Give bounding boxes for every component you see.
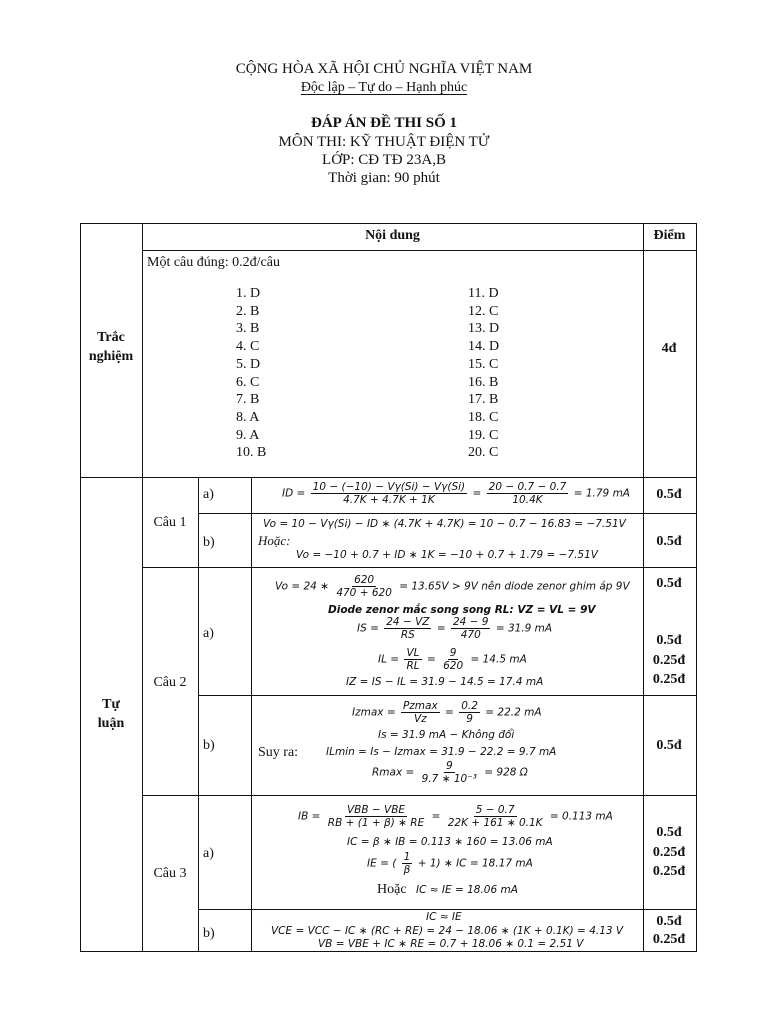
mc-answer-item: 12. C <box>468 303 499 319</box>
q1-q2-divider <box>142 567 697 568</box>
header-motto <box>0 80 768 96</box>
fraction <box>441 647 465 672</box>
q2a-label: a) <box>203 626 214 641</box>
q2-label: Câu 2 <box>153 675 187 690</box>
time-line: Thời gian: 90 phút <box>328 170 440 186</box>
fraction <box>420 760 479 785</box>
q3a-equation-1 <box>298 804 613 829</box>
eq-text: + 1) ∗ IC = 18.17 mA <box>417 857 533 870</box>
eq-text: IE = ( <box>367 857 397 870</box>
section-label-essay <box>80 695 142 733</box>
q3a-or-label: Hoặc <box>377 882 407 897</box>
q2a-points-4: 0.25đ <box>652 672 686 687</box>
eq-text: IS = <box>357 622 379 635</box>
q3a-points-2: 0.25đ <box>652 845 686 860</box>
q2a-points-2: 0.5đ <box>656 633 682 648</box>
q3b-equation-3: VB = VBE + IC ∗ RE = 0.7 + 18.06 ∗ 0.1 = 2.51 V <box>318 938 584 950</box>
q2a-points-3: 0.25đ <box>652 653 686 668</box>
fraction-den: 620 <box>443 660 464 672</box>
mc-answer-item: 3. B <box>236 321 260 337</box>
eq-text: = <box>426 653 436 666</box>
eq-text: = 0.113 mA <box>549 810 613 823</box>
fraction-den: 9 <box>466 713 473 725</box>
mc-answer-item: 7. B <box>236 392 260 408</box>
fraction-den: RB + (1 + β) ∗ RE <box>327 817 425 829</box>
fraction-num: 24 − 9 <box>452 616 489 628</box>
q1b-equation-1: Vo = 10 − Vγ(Si) − ID ∗ (4.7K + 4.7K) = 10 − 0.7 − 16.83 = −7.51V <box>263 518 626 530</box>
eq-text: = 1.79 mA <box>573 487 630 500</box>
q2b-label: b) <box>203 738 215 753</box>
q3a-equation-2: IC = β ∗ IB = 0.113 ∗ 160 = 13.06 mA <box>347 836 553 848</box>
mc-answers-left <box>236 285 266 462</box>
fraction-num: 10 − (−10) − Vγ(Si) − Vγ(Si) <box>312 481 466 493</box>
mc-answer-item: 15. C <box>468 356 499 372</box>
section-divider <box>80 477 697 478</box>
mc-answer-item: 16. B <box>468 374 499 390</box>
fraction-num: 9 <box>449 647 457 659</box>
eq-text: IL = <box>378 653 400 666</box>
fraction-num: 1 <box>403 851 411 863</box>
q1a-label: a) <box>203 487 214 502</box>
mc-answer-item: 14. D <box>468 339 500 355</box>
fraction <box>446 804 545 829</box>
q2b-equation-3: ILmin = Is − Izmax = 31.9 − 22.2 = 9.7 mA <box>326 746 557 758</box>
table-border-bottom <box>80 951 697 952</box>
document-title: ĐÁP ÁN ĐỀ THI SỐ 1 <box>310 115 457 131</box>
fraction <box>402 851 413 876</box>
q2-q3-divider <box>142 795 697 796</box>
fraction-num: 5 − 0.7 <box>475 804 515 816</box>
eq-text: = 13.65V > 9V nên diode zenor ghim áp 9V <box>399 580 630 593</box>
eq-text: ID = <box>282 487 306 500</box>
header-motto-text: Độc lập – Tự do – Hạnh phúc <box>300 80 468 95</box>
eq-text: IB = <box>298 810 321 823</box>
fraction-den: 10.4K <box>512 494 543 506</box>
col-header-content: Nội dung <box>365 228 420 243</box>
eq-text: Izmax = <box>352 706 396 719</box>
fraction-den: β <box>403 864 411 876</box>
q3b-equation-2: VCE = VCC − IC ∗ (RC + RE) = 24 − 18.06 ∗ (1K + 0.1K) = 4.13 V <box>271 925 624 937</box>
mc-answer-item: 6. C <box>236 374 260 390</box>
header-country: CỘNG HÒA XÃ HỘI CHỦ NGHĨA VIỆT NAM <box>235 61 533 77</box>
eq-text: = 928 Ω <box>484 766 528 779</box>
fraction-den: 22K + 161 ∗ 0.1K <box>447 817 543 829</box>
q3-label: Câu 3 <box>153 866 187 881</box>
fraction-den: 9.7 ∗ 10⁻³ <box>421 773 477 785</box>
q1b-points: 0.5đ <box>656 534 682 549</box>
fraction <box>451 616 491 641</box>
q2a-points-1: 0.5đ <box>656 576 682 591</box>
q3-ab-divider <box>198 909 697 910</box>
eq-text: = <box>436 622 446 635</box>
q2b-equation-1 <box>352 700 542 725</box>
section-label-line2: luận <box>97 716 125 731</box>
question-col-divider <box>198 477 199 952</box>
mc-answer-item: 11. D <box>468 286 499 301</box>
fraction <box>487 481 569 506</box>
mc-answer-item: 1. D <box>236 286 261 301</box>
section-label-line1: Trắc <box>97 330 125 345</box>
mc-answer-item: 4. C <box>236 339 260 355</box>
fraction <box>311 481 467 506</box>
section-label-line1: Tự <box>102 697 120 712</box>
q1b-or-label: Hoặc: <box>258 533 291 548</box>
fraction <box>384 616 431 641</box>
mc-answer-item: 9. A <box>236 427 260 443</box>
q1a-points: 0.5đ <box>656 487 682 502</box>
table-border-top <box>80 223 697 224</box>
q1b-label: b) <box>203 535 215 550</box>
fraction-den: Vz <box>413 713 427 725</box>
q3a-points-3: 0.25đ <box>652 864 686 879</box>
q2b-points: 0.5đ <box>656 738 682 753</box>
q2a-equation-5: IZ = IS − IL = 31.9 − 14.5 = 17.4 mA <box>346 676 544 688</box>
q2a-equation-1 <box>275 574 630 599</box>
q2a-equation-3 <box>357 616 552 641</box>
q3b-points-2: 0.25đ <box>652 932 686 947</box>
q3a-equation-4: IC ≈ IE = 18.06 mA <box>416 884 518 896</box>
q3b-points-1: 0.5đ <box>656 914 682 929</box>
fraction <box>401 700 440 725</box>
q3b-label: b) <box>203 926 215 941</box>
mc-answer-item: 2. B <box>236 303 260 319</box>
eq-text: = <box>431 810 441 823</box>
mc-answer-item: 18. C <box>468 409 499 425</box>
q2-ab-divider <box>198 695 697 696</box>
q1-label: Câu 1 <box>153 515 187 530</box>
eq-text: = <box>472 487 482 500</box>
section-label-multiple-choice <box>80 328 142 366</box>
q3a-points-1: 0.5đ <box>656 825 682 840</box>
fraction-num: VBB − VBE <box>346 804 406 816</box>
fraction-num: Pzmax <box>402 700 438 712</box>
q2b-equation-4 <box>372 760 528 785</box>
q2b-equation-2: Is = 31.9 mA − Không đổi <box>378 729 515 741</box>
eq-text: Rmax = <box>372 766 415 779</box>
q2a-equation-2: Diode zenor mắc song song RL: VZ = VL = 9V <box>328 604 596 616</box>
eq-text: = 14.5 mA <box>470 653 527 666</box>
fraction-den: RL <box>406 660 420 672</box>
eq-text: = 22.2 mA <box>485 706 542 719</box>
subject-line: MÔN THI: KỸ THUẬT ĐIỆN TỬ <box>278 134 490 150</box>
fraction <box>404 647 421 672</box>
fraction-num: 9 <box>445 760 453 772</box>
class-line: LỚP: CĐ TĐ 23A,B <box>322 152 446 168</box>
mc-answer-item: 10. B <box>236 445 267 461</box>
q2a-equation-4 <box>378 647 527 672</box>
mc-answers-right <box>468 285 499 462</box>
mc-answer-item: 5. D <box>236 356 261 372</box>
mc-answer-item: 8. A <box>236 409 260 425</box>
fraction-den: 4.7K + 4.7K + 1K <box>343 494 435 506</box>
fraction-den: 470 <box>460 629 481 641</box>
fraction-num: VL <box>406 647 420 659</box>
q1-ab-divider <box>198 513 697 514</box>
q1b-equation-2: Vo = −10 + 0.7 + ID ∗ 1K = −10 + 0.7 + 1.79 = −7.51V <box>296 549 598 561</box>
eq-text: Vo = 24 ∗ <box>275 580 329 593</box>
table-header-divider <box>142 250 697 251</box>
fraction-num: 0.2 <box>461 700 478 712</box>
q2b-therefore-label: Suy ra: <box>258 745 299 760</box>
mc-answer-item: 13. D <box>468 321 500 337</box>
q3a-equation-3 <box>367 851 533 876</box>
fraction-den: 470 + 620 <box>336 587 392 599</box>
mc-intro: Một câu đúng: 0.2đ/câu <box>147 255 280 270</box>
fraction-num: 24 − VZ <box>386 616 430 628</box>
col-header-points: Điểm <box>653 228 686 243</box>
mc-answer-item: 19. C <box>468 427 499 443</box>
fraction <box>334 574 394 599</box>
section-label-line2: nghiệm <box>88 349 134 364</box>
mc-points: 4đ <box>661 341 677 356</box>
fraction <box>459 700 480 725</box>
fraction <box>326 804 426 829</box>
part-col-divider <box>251 477 252 952</box>
mc-answer-item: 20. C <box>468 445 499 461</box>
q3a-label: a) <box>203 846 214 861</box>
fraction-den: RS <box>400 629 415 641</box>
eq-text: = 31.9 mA <box>495 622 553 635</box>
q1a-equation <box>282 481 630 506</box>
eq-text: = <box>445 706 454 719</box>
label-col-divider <box>142 223 143 952</box>
mc-answer-item: 17. B <box>468 392 499 408</box>
fraction-num: 620 <box>354 574 375 586</box>
fraction-num: 20 − 0.7 − 0.7 <box>488 481 567 493</box>
q3b-equation-1: IC ≈ IE <box>426 911 462 923</box>
